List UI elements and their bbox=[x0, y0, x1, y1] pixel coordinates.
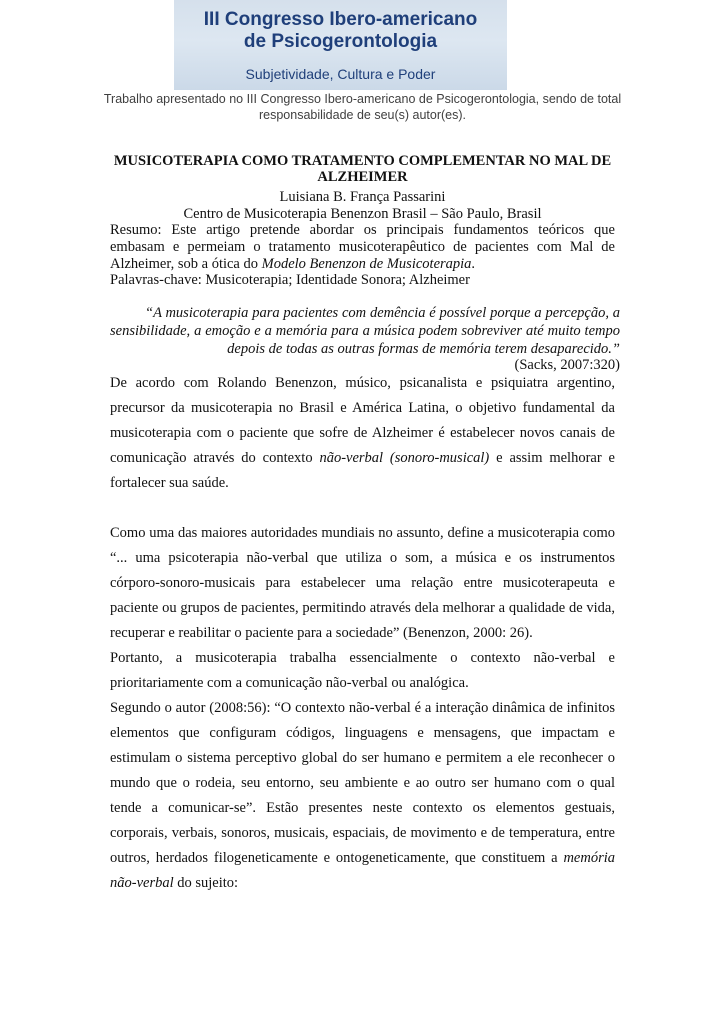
paragraph-4 bbox=[110, 696, 615, 896]
paragraph-1-italic: não-verbal (sonoro-musical) bbox=[319, 450, 490, 466]
keywords: Palavras-chave: Musicoterapia; Identidade Sonora; Alzheimer bbox=[110, 272, 470, 288]
abstract-text: Resumo: Este artigo pretende abordar os principais fundamentos teóricos que embasam e permeiam o tratamento musicoterapêutico de pacientes com Mal de Alzheimer, sob a ótica do bbox=[110, 222, 615, 272]
paragraph-3: Portanto, a musicoterapia trabalha essencialmente o contexto não-verbal e prioritariamente com a comunicação não-verbal ou analógica. bbox=[110, 650, 615, 691]
epigraph-quote: “A musicoterapia para pacientes com demência é possível porque a percepção, a sensibilidade, a emoção e a memória para a música podem sobreviver até muito tempo depois de todas as outras formas de memória terem desaparecido.” bbox=[110, 305, 620, 357]
paragraph-4-text: Segundo o autor (2008:56): “O contexto não-verbal é a interação dinâmica de infinitos elementos que configuram códigos, linguagens e mensagens, que impactam e estimulam o sistema perceptivo global do ser humano e permitem a ele reconhecer o mundo que o rodeia, seu entorno, seu ambiente e ao outro ser humano com o qual tende a comunicar-se”. Estão presentes neste contexto os elementos gestuais, corporais, verbais, sonoros, musicais, espaciais, de movimento e de temperatura, entre outros, herdados filogeneticamente e ontogeneticamente, que constituem a bbox=[110, 700, 615, 866]
paper-title: MUSICOTERAPIA COMO TRATAMENTO COMPLEMENTAR NO MAL DE ALZHEIMER bbox=[113, 153, 612, 185]
paper-author: Luisiana B. França Passarini bbox=[279, 189, 446, 205]
banner-title-line1: III Congresso Ibero-americano bbox=[203, 9, 478, 30]
congress-banner bbox=[174, 0, 507, 90]
paragraph-1 bbox=[110, 371, 615, 496]
presentation-note: Trabalho apresentado no III Congresso Ibero-americano de Psicogerontologia, sendo de total responsabilidade de seu(s) autor(es). bbox=[103, 92, 622, 122]
paper-institution: Centro de Musicoterapia Benenzon Brasil – São Paulo, Brasil bbox=[183, 206, 542, 222]
abstract-end: . bbox=[471, 256, 476, 272]
paragraph-4-italic: memória não-verbal bbox=[110, 850, 615, 891]
paragraph-4-end: do sujeito: bbox=[173, 875, 239, 891]
abstract bbox=[110, 222, 615, 273]
paragraph-2: Como uma das maiores autoridades mundiais no assunto, define a musicoterapia como “... uma psicoterapia não-verbal que utiliza o som, a música e os instrumentos córporo-sonoro-musicais para estabelecer uma relação entre musicoterapeuta e paciente ou grupos de pacientes, permitindo através dela melhorar a qualidade de vida, recuperar e reabilitar o paciente para a sociedade” (Benenzon, 2000: 26). bbox=[110, 525, 615, 641]
paragraph-1-text: De acordo com Rolando Benenzon, músico, psicanalista e psiquiatra argentino, precursor da musicoterapia no Brasil e América Latina, o objetivo fundamental da musicoterapia com o paciente que sofre de Alzheimer é estabelecer novos canais de comunicação através do contexto bbox=[110, 375, 615, 466]
epigraph-citation: (Sacks, 2007:320) bbox=[514, 357, 620, 373]
banner-title-line2: de Psicogerontologia bbox=[243, 31, 438, 52]
banner-subtitle: Subjetividade, Cultura e Poder bbox=[245, 66, 436, 82]
abstract-italic: Modelo Benenzon de Musicoterapia bbox=[261, 256, 472, 272]
paragraph-1-end: e assim melhorar e fortalecer sua saúde. bbox=[110, 450, 615, 491]
